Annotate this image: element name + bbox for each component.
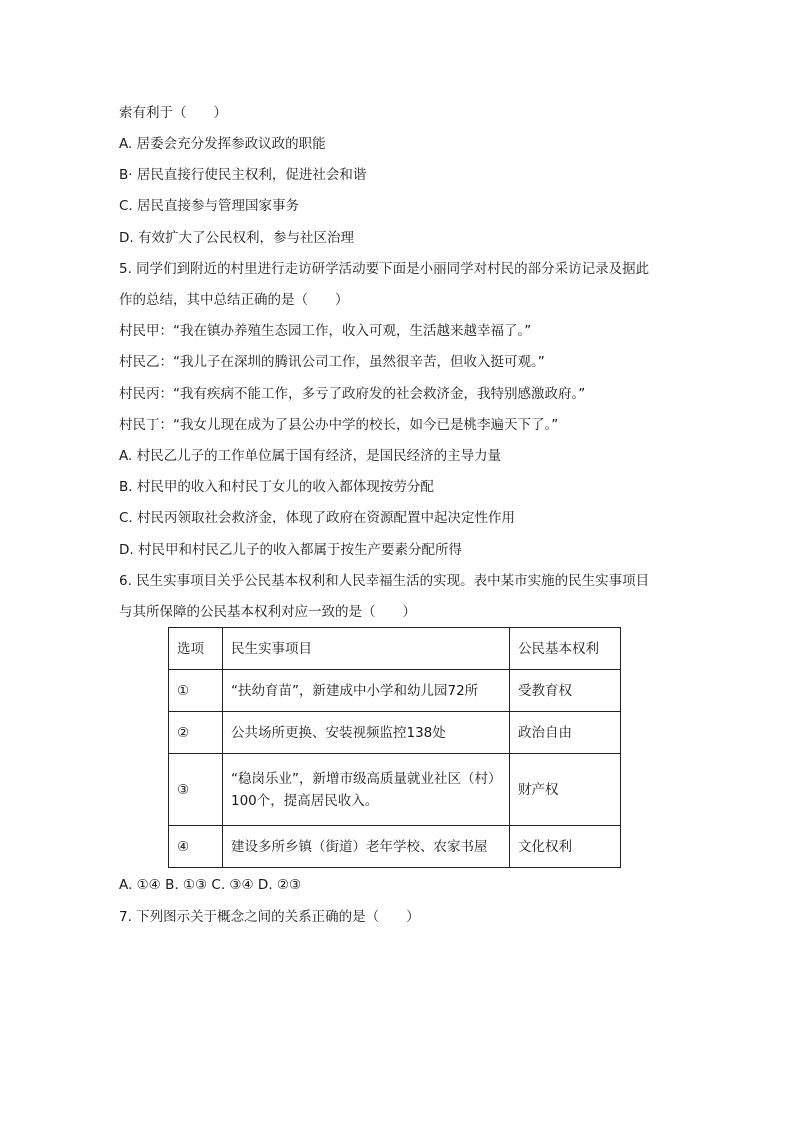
row-project: 建设多所乡镇（街道）老年学校、农家书屋 xyxy=(223,826,510,868)
q5-option-c: C. 村民丙领取社会救济金，体现了政府在资源配置中起决定性作用 xyxy=(119,510,516,526)
q6-table xyxy=(168,627,621,868)
row-option: ② xyxy=(169,712,223,754)
row-right: 财产权 xyxy=(510,754,621,826)
q4-option-b: B· 居民直接行使民主权利，促进社会和谐 xyxy=(119,167,367,183)
table-row xyxy=(169,826,621,868)
row-right: 政治自由 xyxy=(510,712,621,754)
q6-answer-options: A. ①④ B. ①③ C. ③④ D. ②③ xyxy=(119,877,302,893)
q4-option-d: D. 有效扩大了公民权利，参与社区治理 xyxy=(119,230,354,246)
header-project: 民生实事项目 xyxy=(223,628,510,670)
villager-bing-quote: 村民丙：“我有疾病不能工作，多亏了政府发的社会救济金，我特别感激政府。” xyxy=(119,386,586,402)
row-project-line2: 100个，提高居民收入。 xyxy=(231,792,379,809)
q6-stem-line2: 与其所保障的公民基本权利对应一致的是（ ） xyxy=(119,604,416,620)
q5-option-b: B. 村民甲的收入和村民丁女儿的收入都体现按劳分配 xyxy=(119,479,434,495)
table-header-row xyxy=(169,628,621,670)
row-project-line1: “稳岗乐业”，新增市级高质量就业社区（村） xyxy=(231,770,502,787)
row-project xyxy=(223,754,510,826)
row-option: ① xyxy=(169,670,223,712)
row-option: ③ xyxy=(169,754,223,826)
q6-stem-line1: 6. 民生实事项目关乎公民基本权利和人民幸福生活的实现。表中某市实施的民生实事项目 xyxy=(119,573,650,589)
row-option: ④ xyxy=(169,826,223,868)
villager-ding-quote: 村民丁：“我女儿现在成为了县公办中学的校长，如今已是桃李遍天下了。” xyxy=(119,417,559,433)
q5-stem-line1: 5. 同学们到附近的村里进行走访研学活动要下面是小丽同学对村民的部分采访记录及据此 xyxy=(119,261,650,277)
villager-yi-quote: 村民乙：“我儿子在深圳的腾讯公司工作，虽然很辛苦，但收入挺可观。” xyxy=(119,354,545,370)
row-right: 受教育权 xyxy=(510,670,621,712)
table-row xyxy=(169,754,621,826)
row-project: “扶幼育苗”，新建成中小学和幼儿园72所 xyxy=(223,670,510,712)
row-project: 公共场所更换、安装视频监控138处 xyxy=(223,712,510,754)
q4-option-c: C. 居民直接参与管理国家事务 xyxy=(119,198,300,214)
villager-jia-quote: 村民甲：“我在镇办养殖生态园工作，收入可观，生活越来越幸福了。” xyxy=(119,323,532,339)
q5-stem-line2: 作的总结，其中总结正确的是（ ） xyxy=(119,292,349,308)
intro-line: 索有利于（ ） xyxy=(119,105,227,121)
q7-stem: 7. 下列图示关于概念之间的关系正确的是（ ） xyxy=(119,909,420,925)
q5-option-d: D. 村民甲和村民乙儿子的收入都属于按生产要素分配所得 xyxy=(119,542,462,558)
row-right: 文化权利 xyxy=(510,826,621,868)
q5-option-a: A. 村民乙儿子的工作单位属于国有经济，是国民经济的主导力量 xyxy=(119,448,502,464)
header-option: 选项 xyxy=(169,628,223,670)
table-row xyxy=(169,712,621,754)
table-row xyxy=(169,670,621,712)
header-right: 公民基本权利 xyxy=(510,628,621,670)
q4-option-a: A. 居委会充分发挥参政议政的职能 xyxy=(119,136,326,152)
